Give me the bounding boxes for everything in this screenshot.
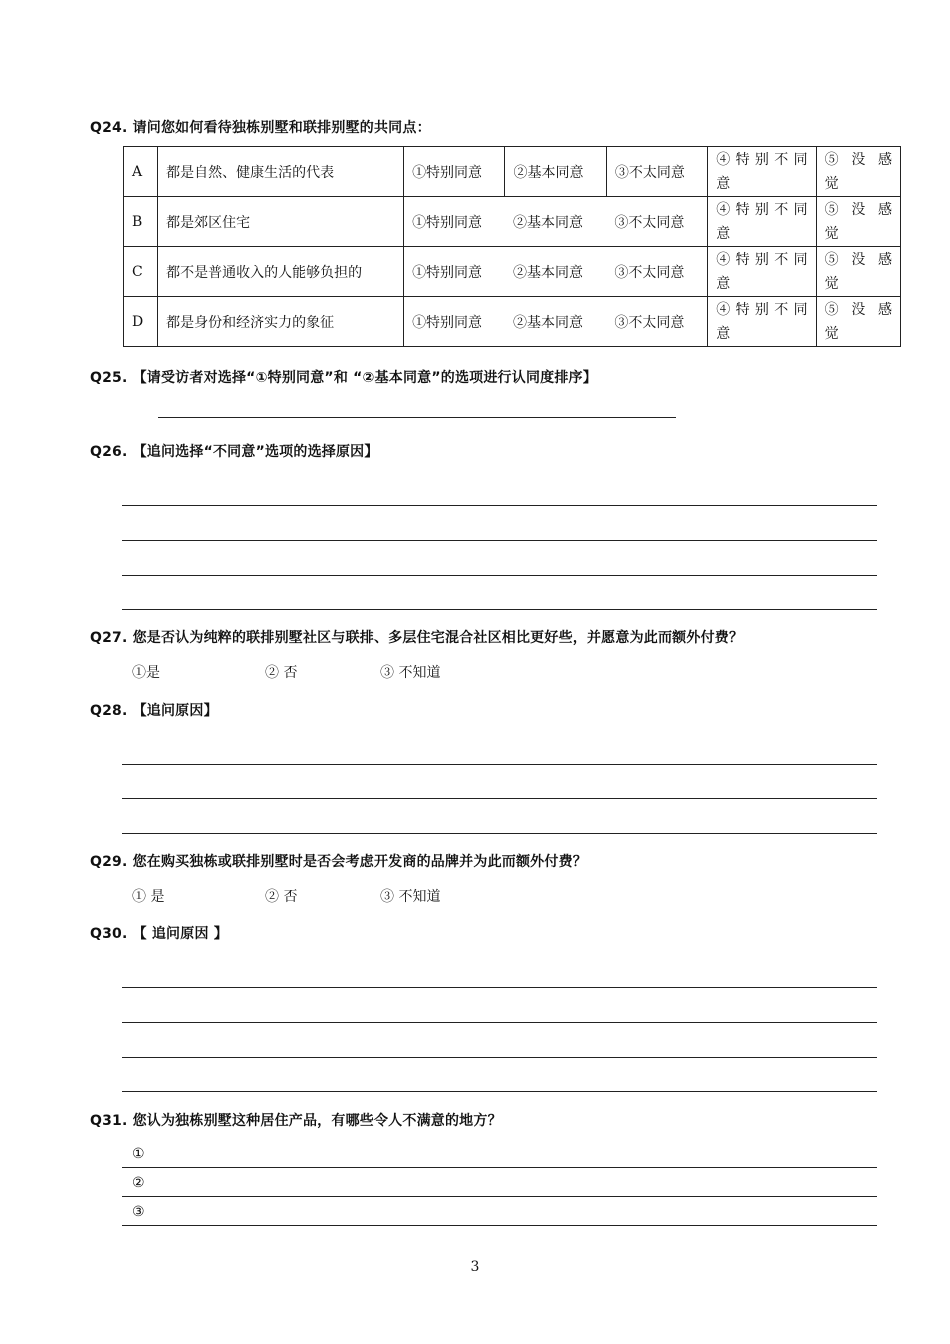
option-label: 觉 [824,225,839,242]
q31-answer-line[interactable] [122,1196,877,1197]
option-label: 觉 [824,175,839,192]
q26-answer-line[interactable] [122,505,877,506]
option-strongly-disagree[interactable] [708,197,816,247]
row-key: B [124,197,158,247]
table-row [124,197,901,247]
option-no-feeling[interactable] [816,247,900,297]
option-label: 觉 [824,325,839,342]
q26-answer-line[interactable] [122,540,877,541]
q29-option-yes[interactable]: ① 是 [132,889,165,905]
option-strongly-disagree[interactable] [708,297,816,347]
option-label: 觉 [824,275,839,292]
row-key: C [124,247,158,297]
q25-answer-line[interactable] [158,417,676,418]
q27-option-yes[interactable]: ①是 [132,665,160,681]
option-agree[interactable]: ②基本同意 [505,247,606,297]
q31-title: Q31. 您认为独栋别墅这种居住产品，有哪些令人不满意的地方？ [90,1113,502,1129]
option-label: ⑤ 没 感 [824,151,892,168]
row-statement: 都不是普通收入的人能够负担的 [158,247,404,297]
q25-title: Q25. 【请受访者对选择“①特别同意”和 “②基本同意”的选项进行认同度排序】 [90,370,597,386]
q31-answer-line[interactable] [122,1167,877,1168]
option-strongly-agree[interactable]: ①特别同意 [404,197,505,247]
q29-option-unknown[interactable]: ③ 不知道 [380,889,441,905]
q24-title: Q24. 请问您如何看待独栋别墅和联排别墅的共同点： [90,120,431,136]
q27-title: Q27. 您是否认为纯粹的联排别墅社区与联排、多层住宅混合社区相比更好些，并愿意为此而额外付费？ [90,630,744,646]
option-label: ⑤ 没 感 [824,301,892,318]
option-no-feeling[interactable] [816,147,900,197]
option-label: 意 [716,175,731,192]
q27-option-no[interactable]: ② 否 [265,665,298,681]
q30-answer-line[interactable] [122,987,877,988]
option-label: 意 [716,325,731,342]
row-key: A [124,147,158,197]
option-label: ⑤ 没 感 [824,251,892,268]
option-strongly-disagree[interactable] [708,147,816,197]
option-label: ⑤ 没 感 [824,201,892,218]
q29-option-no[interactable]: ② 否 [265,889,298,905]
row-key: D [124,297,158,347]
q26-answer-line[interactable] [122,575,877,576]
q26-title: Q26. 【追问选择“不同意”选项的选择原因】 [90,444,379,460]
option-strongly-agree[interactable]: ①特别同意 [404,147,505,197]
q28-title: Q28. 【追问原因】 [90,703,218,719]
option-agree[interactable]: ②基本同意 [505,297,606,347]
row-statement: 都是身份和经济实力的象征 [158,297,404,347]
q31-answer-line[interactable] [122,1225,877,1226]
option-disagree[interactable]: ③不太同意 [606,297,707,347]
q28-answer-line[interactable] [122,764,877,765]
row-statement: 都是自然、健康生活的代表 [158,147,404,197]
option-label: ④ 特 别 不 同 [716,151,808,168]
option-agree[interactable]: ②基本同意 [505,197,606,247]
option-label: ④ 特 别 不 同 [716,301,808,318]
option-no-feeling[interactable] [816,297,900,347]
q28-answer-line[interactable] [122,833,877,834]
table-row [124,247,901,297]
option-disagree[interactable]: ③不太同意 [606,147,707,197]
option-strongly-agree[interactable]: ①特别同意 [404,247,505,297]
q30-answer-line[interactable] [122,1022,877,1023]
q28-answer-line[interactable] [122,798,877,799]
q24-table [123,146,901,347]
row-statement: 都是郊区住宅 [158,197,404,247]
q30-answer-line[interactable] [122,1057,877,1058]
option-label: ④ 特 别 不 同 [716,251,808,268]
q30-answer-line[interactable] [122,1091,877,1092]
q31-item-number: ③ [132,1204,145,1220]
q29-title: Q29. 您在购买独栋或联排别墅时是否会考虑开发商的品牌并为此而额外付费？ [90,854,587,870]
option-label: 意 [716,275,731,292]
option-disagree[interactable]: ③不太同意 [606,247,707,297]
option-disagree[interactable]: ③不太同意 [606,197,707,247]
page-number: 3 [470,1259,480,1275]
option-label: 意 [716,225,731,242]
option-label: ④ 特 别 不 同 [716,201,808,218]
option-strongly-disagree[interactable] [708,247,816,297]
option-agree[interactable]: ②基本同意 [505,147,606,197]
table-row [124,297,901,347]
q31-item-number: ② [132,1175,145,1191]
q31-item-number: ① [132,1146,145,1162]
q30-title: Q30. 【 追问原因 】 [90,926,228,942]
q27-option-unknown[interactable]: ③ 不知道 [380,665,441,681]
option-no-feeling[interactable] [816,197,900,247]
table-row [124,147,901,197]
option-strongly-agree[interactable]: ①特别同意 [404,297,505,347]
q26-answer-line[interactable] [122,609,877,610]
